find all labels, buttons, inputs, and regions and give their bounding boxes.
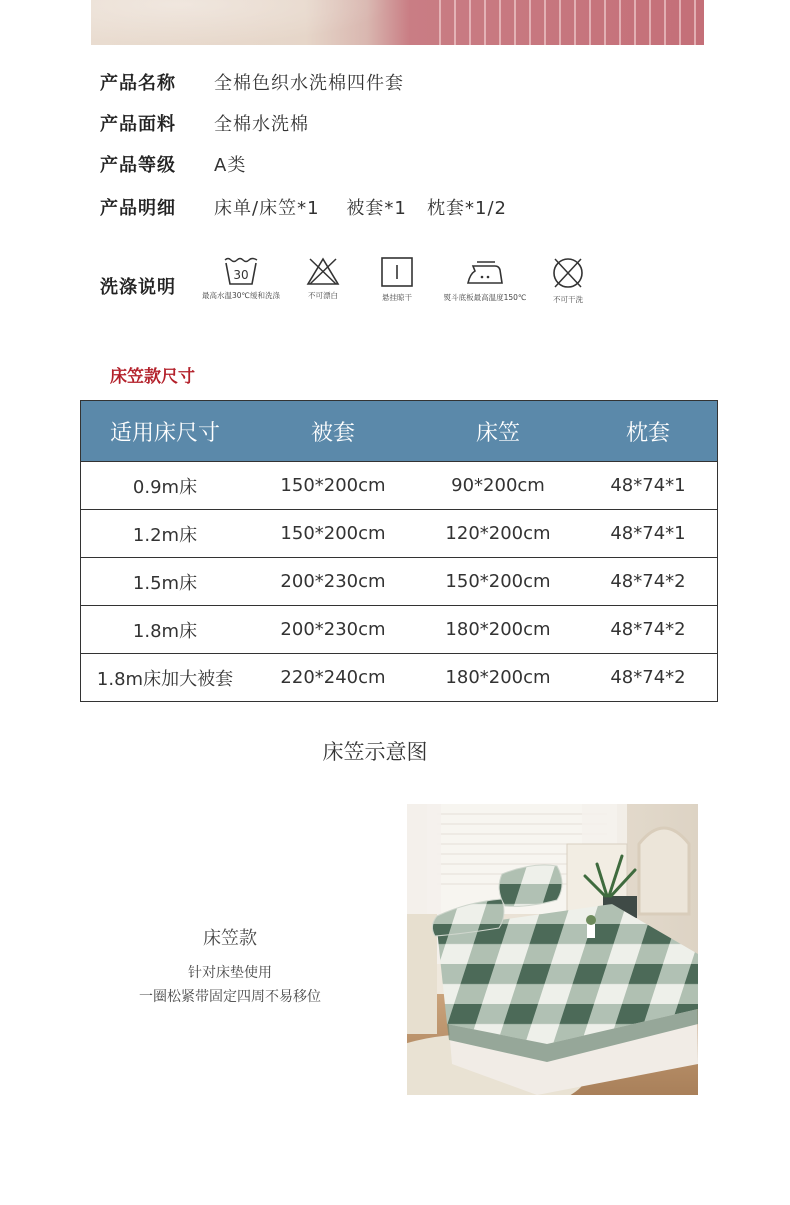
iron-150-icon: [465, 256, 505, 288]
care-item-hang-dry: [347, 256, 447, 303]
cell-fitted-sheet: 180*200cm: [417, 654, 579, 702]
care-label: 洗涤说明: [100, 277, 176, 298]
wash-30-icon: [223, 256, 259, 286]
table-row: [81, 558, 718, 606]
cell-bed-size: 0.9m床: [81, 462, 250, 510]
table-row: [81, 606, 718, 654]
size-section-title: 床笠款尺寸: [110, 367, 195, 387]
care-caption-wash: 最高水温30℃缓和洗涤: [202, 291, 280, 300]
cell-fitted-sheet: 120*200cm: [417, 510, 579, 558]
no-dry-clean-icon: [550, 256, 586, 290]
hang-dry-icon: [379, 256, 415, 288]
cell-bed-size: 1.5m床: [81, 558, 250, 606]
spec-value-fabric: 全棉水洗棉: [214, 114, 309, 135]
care-caption-iron: 熨斗底板最高温度150℃: [443, 293, 527, 302]
spec-value-name: 全棉色织水洗棉四件套: [214, 73, 404, 94]
cell-duvet: 220*240cm: [249, 654, 417, 702]
header-pillowcase: 枕套: [579, 401, 718, 462]
spec-label-grade: 产品等级: [100, 155, 176, 176]
cell-fitted-sheet: 150*200cm: [417, 558, 579, 606]
no-bleach-icon: [305, 256, 341, 286]
header-fitted-sheet: 床笠: [417, 401, 579, 462]
care-caption-no-dry-clean: 不可干洗: [553, 295, 583, 304]
cell-pillowcase: 48*74*2: [579, 654, 718, 702]
fitted-sheet-title: 床笠款: [203, 928, 257, 949]
cell-pillowcase: 48*74*1: [579, 510, 718, 558]
header-bed-size: 适用床尺寸: [81, 401, 250, 462]
cell-bed-size: 1.2m床: [81, 510, 250, 558]
cell-fitted-sheet: 90*200cm: [417, 462, 579, 510]
cell-duvet: 200*230cm: [249, 606, 417, 654]
size-table: [80, 400, 718, 702]
cell-duvet: 150*200cm: [249, 510, 417, 558]
spec-value-grade: A类: [214, 155, 247, 176]
care-caption-hang-dry: 悬挂晾干: [382, 293, 412, 302]
cell-duvet: 200*230cm: [249, 558, 417, 606]
spec-label-detail: 产品明细: [100, 198, 176, 219]
spec-value-detail: 床单/床笠*1 被套*1 枕套*1/2: [214, 198, 507, 219]
bed-illustration: [407, 804, 698, 1095]
care-item-no-dry-clean: [518, 256, 618, 305]
size-table-header: [81, 401, 718, 462]
table-row: [81, 462, 718, 510]
table-row: [81, 654, 718, 702]
header-duvet: 被套: [249, 401, 417, 462]
cell-fitted-sheet: 180*200cm: [417, 606, 579, 654]
top-product-photo: [91, 0, 704, 45]
fitted-sheet-desc-line2: 一圈松紧带固定四周不易移位: [139, 989, 321, 1005]
cell-bed-size: 1.8m床加大被套: [81, 654, 250, 702]
care-caption-no-bleach: 不可漂白: [308, 291, 338, 300]
cell-bed-size: 1.8m床: [81, 606, 250, 654]
cell-pillowcase: 48*74*2: [579, 558, 718, 606]
spec-label-name: 产品名称: [100, 73, 176, 94]
svg-text:30: 30: [233, 268, 249, 282]
table-row: [81, 510, 718, 558]
bed-photo: [407, 804, 698, 1095]
diagram-title: 床笠示意图: [322, 740, 428, 764]
cell-pillowcase: 48*74*2: [579, 606, 718, 654]
cell-pillowcase: 48*74*1: [579, 462, 718, 510]
fitted-sheet-desc-line1: 针对床垫使用: [188, 965, 272, 981]
cell-duvet: 150*200cm: [249, 462, 417, 510]
spec-label-fabric: 产品面料: [100, 114, 176, 135]
